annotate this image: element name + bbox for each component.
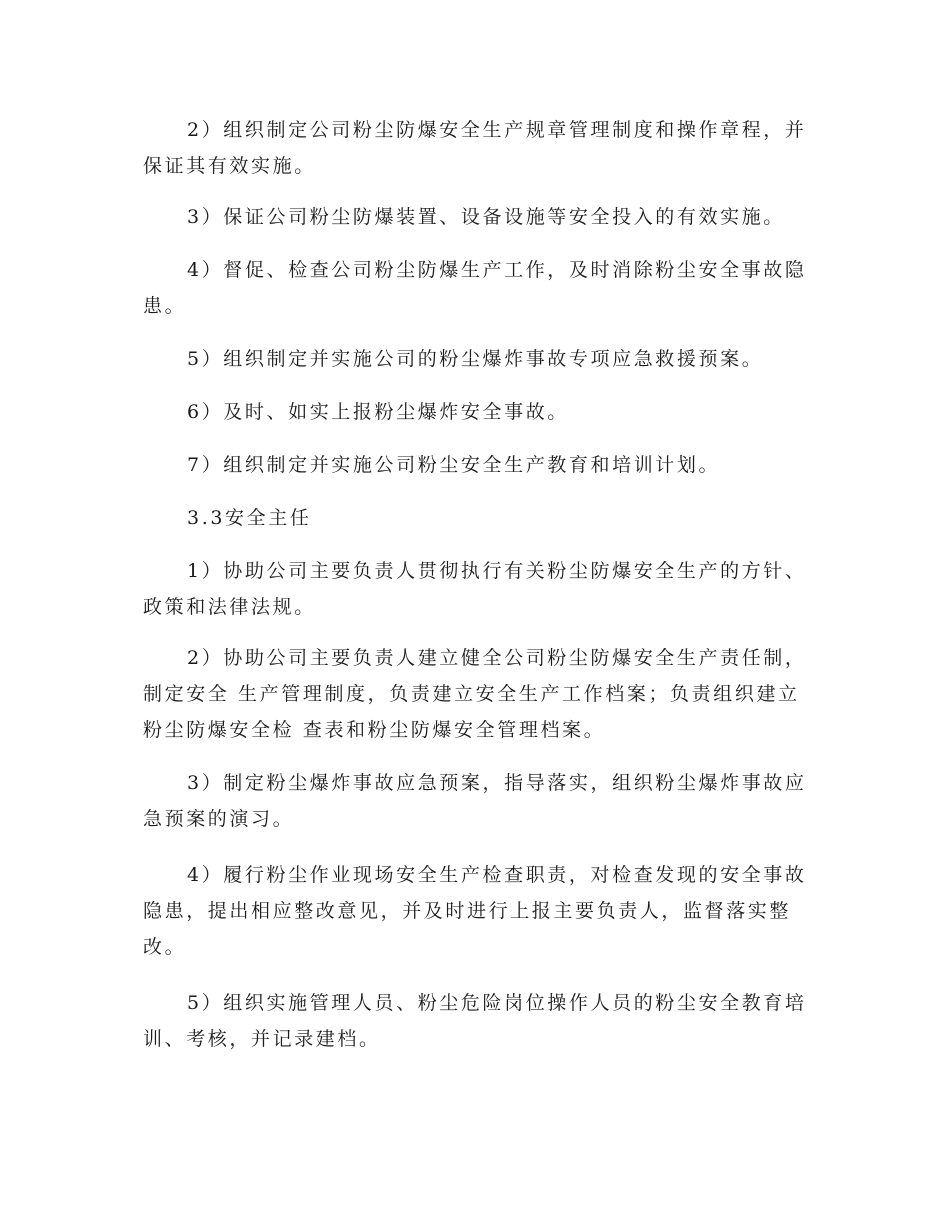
text-line: 制定安全 生产管理制度，负责建立安全生产工作档案；负责组织建立 [143, 683, 800, 705]
text-line: 政策和法律法规。 [143, 596, 316, 618]
paragraph-duty-4 [143, 252, 808, 324]
text-line: 隐患，提出相应整改意见，并及时进行上报主要负责人，监督落实整 [143, 900, 792, 922]
paragraph-officer-duty-1 [143, 553, 808, 625]
paragraph-duty-5 [143, 341, 808, 377]
text-line: 5）组织实施管理人员、粉尘危险岗位操作人员的粉尘安全教育培 [187, 992, 807, 1014]
paragraph-officer-duty-3 [143, 765, 808, 837]
text-line: 改。 [143, 936, 187, 958]
paragraph-duty-2 [143, 112, 808, 184]
paragraph-officer-duty-5 [143, 985, 808, 1057]
text-line: 3.3安全主任 [187, 507, 312, 529]
paragraph-duty-6 [143, 394, 808, 430]
text-line: 训、考核，并记录建档。 [143, 1028, 381, 1050]
text-line: 6）及时、如实上报粉尘爆炸安全事故。 [187, 401, 569, 423]
text-line: 急预案的演习。 [143, 808, 295, 830]
text-line: 7）组织制定并实施公司粉尘安全生产教育和培训计划。 [187, 454, 721, 476]
paragraph-duty-3 [143, 199, 808, 235]
paragraph-officer-duty-4 [143, 857, 808, 965]
text-line: 4）履行粉尘作业现场安全生产检查职责，对检查发现的安全事故 [187, 864, 807, 886]
text-line: 3）制定粉尘爆炸事故应急预案，指导落实，组织粉尘爆炸事故应 [187, 772, 807, 794]
text-line: 保证其有效实施。 [143, 155, 316, 177]
text-line: 3）保证公司粉尘防爆装置、设备设施等安全投入的有效实施。 [187, 206, 785, 228]
text-line: 4）督促、检查公司粉尘防爆生产工作，及时消除粉尘安全事故隐 [187, 259, 807, 281]
text-line: 5）组织制定并实施公司的粉尘爆炸事故专项应急救援预案。 [187, 348, 764, 370]
paragraph-duty-7 [143, 447, 808, 483]
text-line: 2）协助公司主要负责人建立健全公司粉尘防爆安全生产责任制， [187, 647, 807, 669]
text-line: 患。 [143, 295, 187, 317]
text-line: 粉尘防爆安全检 查表和粉尘防爆安全管理档案。 [143, 719, 606, 741]
paragraph-officer-duty-2 [143, 640, 808, 748]
section-heading [143, 500, 808, 536]
text-line: 2）组织制定公司粉尘防爆安全生产规章管理制度和操作章程，并 [187, 119, 807, 141]
text-line: 1）协助公司主要负责人贯彻执行有关粉尘防爆安全生产的方针、 [187, 560, 807, 582]
